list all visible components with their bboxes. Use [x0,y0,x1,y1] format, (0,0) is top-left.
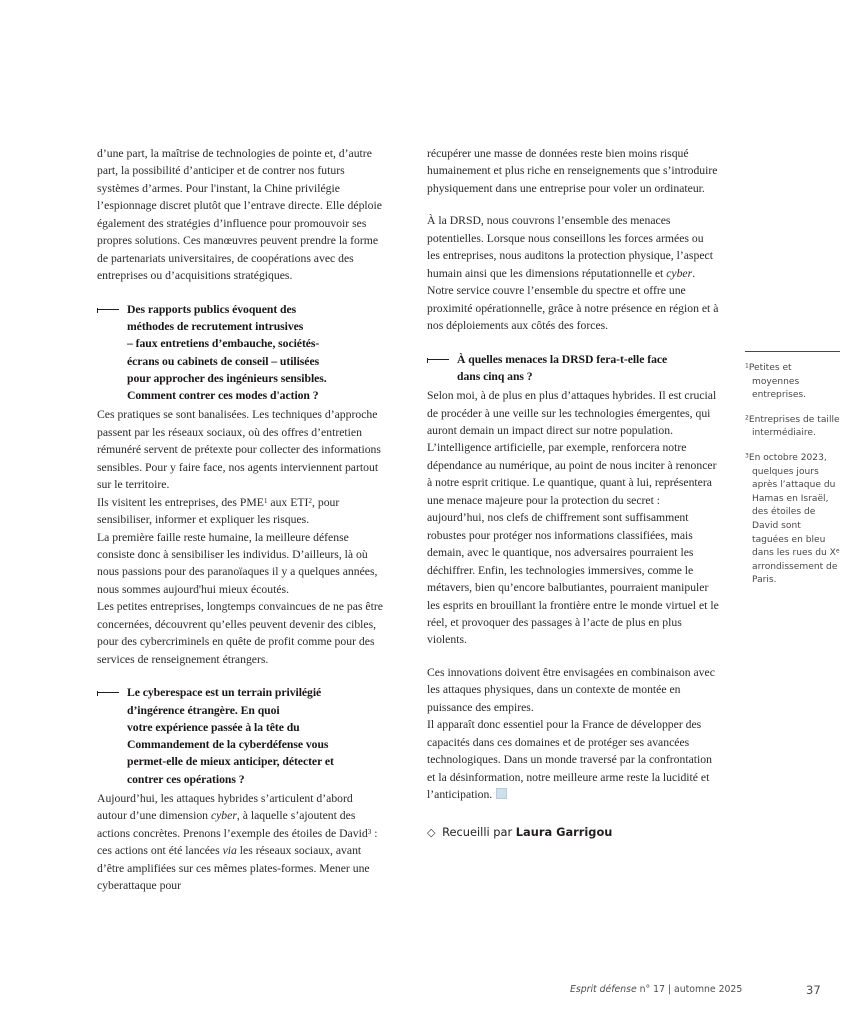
question-line: permet-elle de mieux anticiper, détecter et [127,755,334,769]
footnote-item [745,452,840,588]
question-line: méthodes de recrutement intrusives [127,319,304,333]
right-column [427,145,719,841]
paragraph-continuation: récupérer une masse de données reste bien moins risqué humainement et plus riche en renseignements que s’introduire physiquement dans une entreprise pour voler un ordinateur. [427,147,718,195]
question-line: pour approcher des ingénieurs sensibles. [127,371,327,385]
answer-text: , pour sensibiliser, informer et expliquer les risques. [97,495,340,527]
emphasis-cyber: cyber [210,809,237,823]
question-line: À quelles menaces la DRSD fera-t-elle face [457,352,668,366]
answer-paragraph-with-footnote-refs [97,494,384,529]
footnote-item [745,362,840,403]
emphasis-via: via [222,844,237,858]
emphasis-cyber: cyber [666,266,693,280]
question-line: – faux entretiens d’embauche, sociétés- [127,337,320,351]
interview-question-2 [97,684,384,788]
answer-text: : ces actions ont été lancées [97,826,378,858]
question-dash-rule [97,309,119,310]
footnote-marker: 1 [745,362,749,370]
footnote-ref-3: 3 [367,827,372,836]
footnote-text: Entreprises de taille intermédiaire. [748,414,840,439]
footnotes-divider [745,351,840,352]
question-line: Commandement de la cyberdéfense vous [127,738,329,752]
answer-text: aux ETI [267,495,309,509]
answer-paragraph: La première faille reste humaine, la meilleure défense consiste donc à sensibiliser les individus. D’ailleurs, là où nous passions pour des paranoïaques il y a quelques années, nous sommes aujourd'hui mieux écoutés. [97,530,378,596]
running-head [570,984,742,995]
question-line: dans cinq ans ? [457,369,533,383]
page-number: 37 [806,983,821,997]
footnote-ref-2: 2 [308,496,312,505]
answer-paragraph-final [427,716,719,803]
ordinal-suffix: e [835,547,840,555]
footnotes-sidebar [745,362,840,588]
question-dash-rule [427,359,449,360]
interview-question-1 [97,301,384,405]
answer-paragraph: Ces pratiques se sont banalisées. Les techniques d’approche passent par les réseaux sociaux, où des offres d’entretien rémunéré servent de prétexte pour collecter des informations sensibles. Pour y faire face, nos agents interviennent partout sur le territoire. [97,408,381,492]
question-line: Le cyberespace est un terrain privilégié [127,686,322,700]
answer-paragraph [427,212,719,334]
question-dash-rule [97,692,119,693]
question-line: Des rapports publics évoquent des [127,302,297,316]
answer-text: À la DRSD, nous couvrons l’ensemble des menaces potentielles. Lorsque nous conseillons les forces armées ou les entreprises, nous auditons la protection physique, l’aspect humain ainsi que les dimensions réputationnelle et [427,214,713,280]
publication-title: Esprit défense [570,984,637,995]
footnote-text: Petites et moyennes entreprises. [748,363,807,401]
byline-prefix: Recueilli par [438,824,516,839]
footnote-item [745,414,840,441]
footnote-text: arrondissement de Paris. [752,561,838,586]
answer-paragraph: Ces innovations doivent être envisagées en combinaison avec les attaques physiques, dans un contexte de montée en puissance des empires. [427,665,715,714]
page-footer [0,984,860,1000]
diamond-icon: ◇ [427,825,436,839]
answer-text: Aujourd’hui, les attaques hybrides s’articulent d’abord autour d’une dimension [97,791,353,823]
answer-paragraph: Les petites entreprises, longtemps convaincues de ne pas être concernées, découvrent qu’elles peuvent devenir des cibles, pour des cybercriminels en quête de profit comme pour des services de renseignement étrangers. [97,600,383,666]
answer-text: les réseaux sociaux, avant d’être amplifiées sur ces mêmes plates-formes. Mener une cyberattaque pour [97,844,370,893]
answer-paragraph-continues [97,790,384,895]
answer-paragraph: Selon moi, à de plus en plus d’attaques hybrides. Il est crucial de procéder à une veille sur les technologies émergentes, qui auront demain un impact direct sur notre population. L’intelligence artificielle, par exemple, renforcera notre dépendance au numérique, au point de nous inciter à renoncer à notre esprit critique. Le quantique, quant à lui, représentera une menace majeure pour la protection du secret : aujourd’hui, nos clefs de chiffrement sont suffisamment robustes pour protéger nos informations classifiées, mais demain, avec le quantique, nos adversaires pourraient les déchiffrer. Enfin, les technologies immersives, comme le métavers, bien qu’encore balbutiantes, pourraient manipuler les esprits en brouillant la frontière entre le monde virtuel et le réel, et provoquer des passages à l’acte de plus en plus violents. [427,389,719,647]
byline-author: Laura Garrigou [515,824,613,839]
question-line: Comment contrer ces modes d'action ? [127,389,319,403]
paragraph-continuation: d’une part, la maîtrise de technologies de pointe et, d’autre part, la possibilité d’anticiper et de contrer nos futurs systèmes d’armes. Pour l'instant, la Chine privilégie l’espionnage discret plutôt que l’entrave directe. Elle déploie également des stratégies d’influence pour promouvoir ses propres solutions. Ces manœuvres peuvent prendre la forme de partenariats universitaires, de coopérations avec des entreprises ou d’acquisitions stratégiques. [97,147,382,283]
issue-info: n° 17 | automne 2025 [636,984,743,995]
footnote-text: En octobre 2023, quelques jours après l’attaque du Hamas en Israël, des étoiles de David sont taguées en bleu dans les rues du X [748,452,836,559]
interview-question-3 [427,351,719,386]
question-line: contrer ces opérations ? [127,772,245,786]
footnote-ref-1: 1 [263,496,268,505]
answer-text: Ils visitent les entreprises, des PME [97,495,264,509]
answer-text: Il apparaît donc essentiel pour la France de développer des capacités dans ces domaines et de protéger ses avancées technologiques. Dans un monde traversé par la confrontation et la désinformation, notre meilleure arme reste la lucidité et l’anticipation. [427,718,712,802]
end-of-article-mark [496,788,507,799]
question-line: d’ingérence étrangère. En quoi [127,703,280,717]
question-line: écrans ou cabinets de conseil – utilisées [127,354,320,368]
question-line: votre expérience passée à la tête du [127,720,300,734]
footnote-marker: 2 [745,414,749,422]
article-byline [427,824,719,841]
footnote-marker: 3 [745,452,749,460]
answer-text: . Notre service couvre l’ensemble du spectre et offre une proximité opérationnelle, grâce à notre présence en région et à nos déploiements aux côtés des forces. [427,266,719,333]
left-column [97,145,384,895]
answer-text: , à laquelle s’ajoutent des actions concrètes. Prenons l’exemple des étoiles de David [97,809,368,840]
